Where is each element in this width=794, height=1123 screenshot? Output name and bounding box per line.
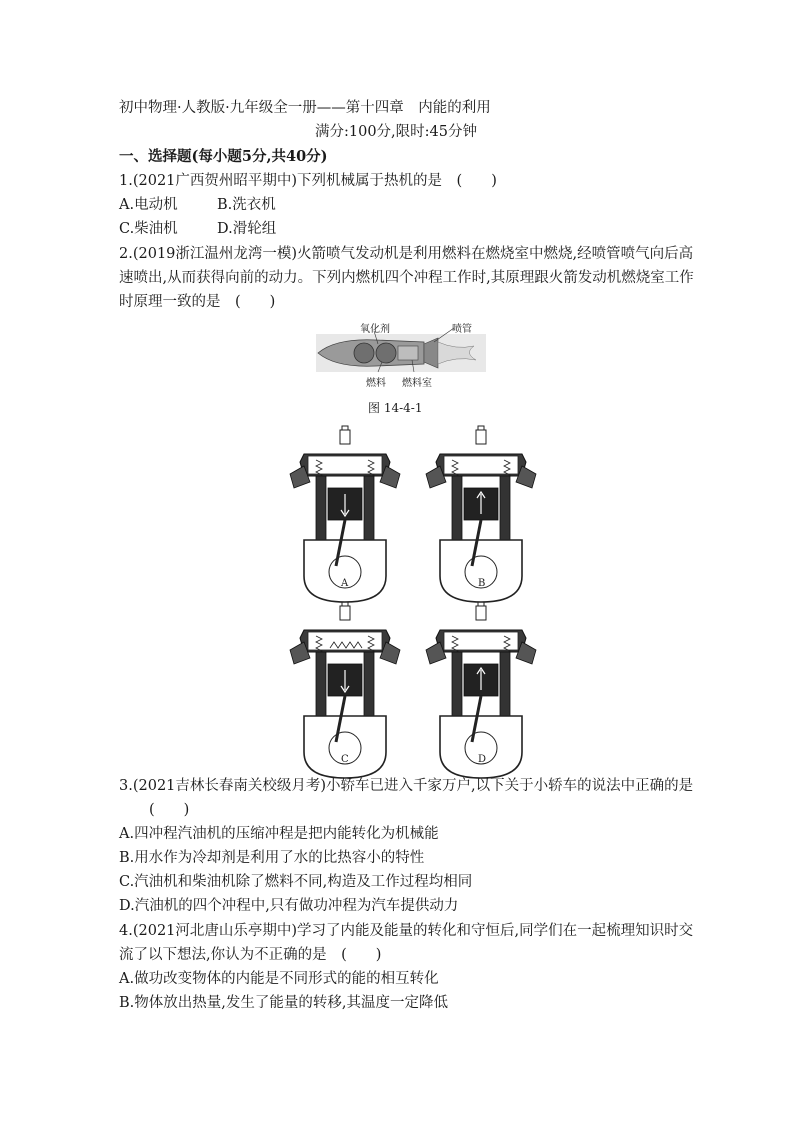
- label-fuel: 燃料: [366, 378, 386, 389]
- q3-option-b: B.用水作为冷却剂是利用了水的比热容小的特性: [119, 850, 425, 866]
- q3-stem-line2: ( ): [149, 802, 190, 818]
- section-heading: 一、选择题(每小题5分,共40分): [119, 148, 328, 165]
- q4-stem-line1: 4.(2021河北唐山乐亭期中)学习了内能及能量的转化和守恒后,同学们在一起梳理知识时交: [119, 923, 694, 939]
- q1-option-b: B.洗衣机: [217, 197, 276, 213]
- q2-stem-line1: 2.(2019浙江温州龙湾一模)火箭喷气发动机是利用燃料在燃烧室中燃烧,经喷管喷气向后高: [119, 246, 694, 262]
- q3-option-d: D.汽油机的四个冲程中,只有做功冲程为汽车提供动力: [119, 898, 459, 914]
- q4-option-a: A.做功改变物体的内能是不同形式的能的相互转化: [119, 971, 439, 987]
- engine-label-c: C: [341, 754, 349, 765]
- q2-stem-line2: 速喷出,从而获得向前的动力。下列内燃机四个冲程工作时,其原理跟火箭发动机燃烧室工作: [119, 270, 694, 286]
- label-oxidizer: 氧化剂: [360, 324, 390, 335]
- q4-option-b: B.物体放出热量,发生了能量的转移,其温度一定降低: [119, 995, 448, 1011]
- exam-meta: 满分:100分,限时:45分钟: [315, 124, 478, 140]
- q3-stem-line1: 3.(2021吉林长春南关校级月考)小轿车已进入千家万户,以下关于小轿车的说法中正确的是: [119, 778, 694, 794]
- rocket-figure: [316, 320, 486, 388]
- q1-option-a: A.电动机: [119, 197, 178, 213]
- q3-option-c: C.汽油机和柴油机除了燃料不同,构造及工作过程均相同: [119, 874, 473, 890]
- q3-option-a: A.四冲程汽油机的压缩冲程是把内能转化为机械能: [119, 826, 439, 842]
- engine-label-b: B: [478, 578, 486, 589]
- q1-option-d: D.滑轮组: [217, 221, 277, 237]
- label-nozzle: 喷管: [452, 324, 472, 335]
- q1-option-c: C.柴油机: [119, 221, 178, 237]
- q1-stem: 1.(2021广西贺州昭平期中)下列机械属于热机的是 ( ): [119, 173, 497, 189]
- figure-caption: 图 14-4-1: [368, 401, 423, 415]
- q2-stem-line3: 时原理一致的是 ( ): [119, 294, 276, 310]
- label-chamber: 燃料室: [402, 378, 432, 389]
- engine-label-d: D: [478, 754, 487, 765]
- q4-stem-line2: 流了以下想法,你认为不正确的是 ( ): [119, 947, 382, 963]
- page-title: 初中物理·人教版·九年级全一册——第十四章 内能的利用: [119, 100, 491, 116]
- engine-label-a: A: [341, 578, 349, 589]
